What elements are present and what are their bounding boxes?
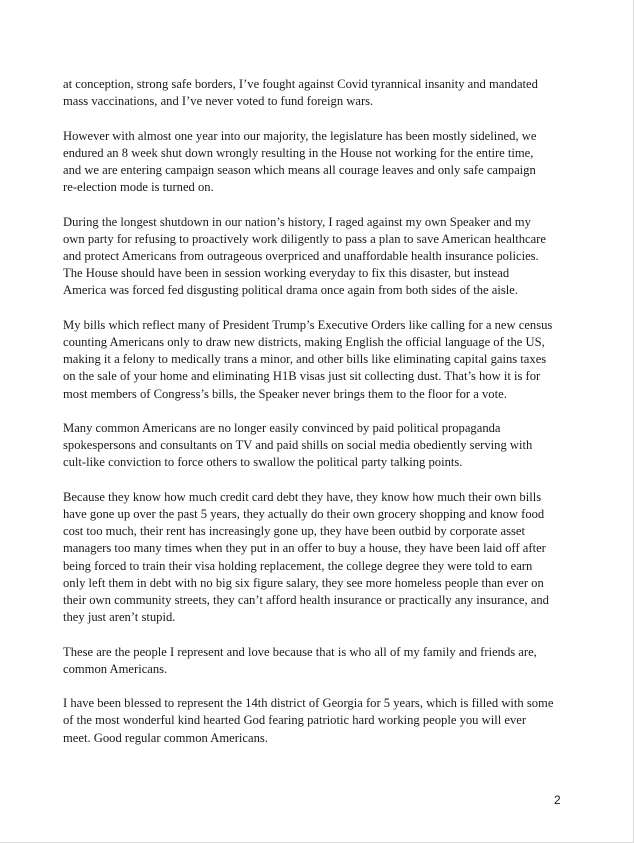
paragraph-8: I have been blessed to represent the 14th district of Georgia for 5 years, which is filled with some of the most wonderful kind hearted God fearing patriotic hard working people you will ever meet. Good regular common Americans. — [63, 696, 554, 745]
paragraph-3: During the longest shutdown in our nation’s history, I raged against my own Speaker and my own party for refusing to proactively work diligently to pass a plan to save American healthcare and protect Americans from outrageous overpriced and unaffordable health insurance policies. The House should have been in session working everyday to fix this disaster, but instead America was forced fed disgusting political drama once again from both sides of the aisle. — [63, 214, 546, 298]
paragraph-6: Because they know how much credit card debt they have, they know how much their own bills have gone up over the past 5 years, they actually do their own grocery shopping and know food cost too much, their rent has increasingly gone up, they have been outbid by corporate asset managers too many times when they put in an offer to buy a house, they have been laid off after being forced to train their visa holding replacement, the college degree they were told to earn only left them in debt with no big six figure salary, they see more homeless people than ever on their own community streets, they can’t afford health insurance or practically any insurance, and they just aren’t stupid. — [63, 489, 549, 625]
page-number: 2 — [554, 793, 561, 807]
paragraph-2: However with almost one year into our majority, the legislature has been mostly sidelined, we endured an 8 week shut down wrongly resulting in the House not working for the entire time, and we are entering campaign season which means all courage leaves and only safe campaign re-election mode is turned on. — [63, 128, 537, 195]
paragraph-5: Many common Americans are no longer easily convinced by paid political propaganda spokespersons and consultants on TV and paid shills on social media obediently serving with cult-like conviction to force others to swallow the political party talking points. — [63, 421, 533, 470]
paragraph-4: My bills which reflect many of President Trump’s Executive Orders like calling for a new census counting Americans only to draw new districts, making English the official language of the US, making it a felony to medically trans a minor, and other bills like eliminating capital gains taxes on the sale of your home and eliminating H1B visas just sit collecting dust. That’s how it is for most members of Congress’s bills, the Speaker never brings them to the floor for a vote. — [63, 317, 553, 401]
document-body — [63, 76, 571, 764]
paragraph-1: at conception, strong safe borders, I’ve fought against Covid tyrannical insanity and mandated mass vaccinations, and I’ve never voted to fund foreign wars. — [63, 77, 538, 109]
paragraph-7: These are the people I represent and love because that is who all of my family and friends are, common Americans. — [63, 644, 537, 676]
